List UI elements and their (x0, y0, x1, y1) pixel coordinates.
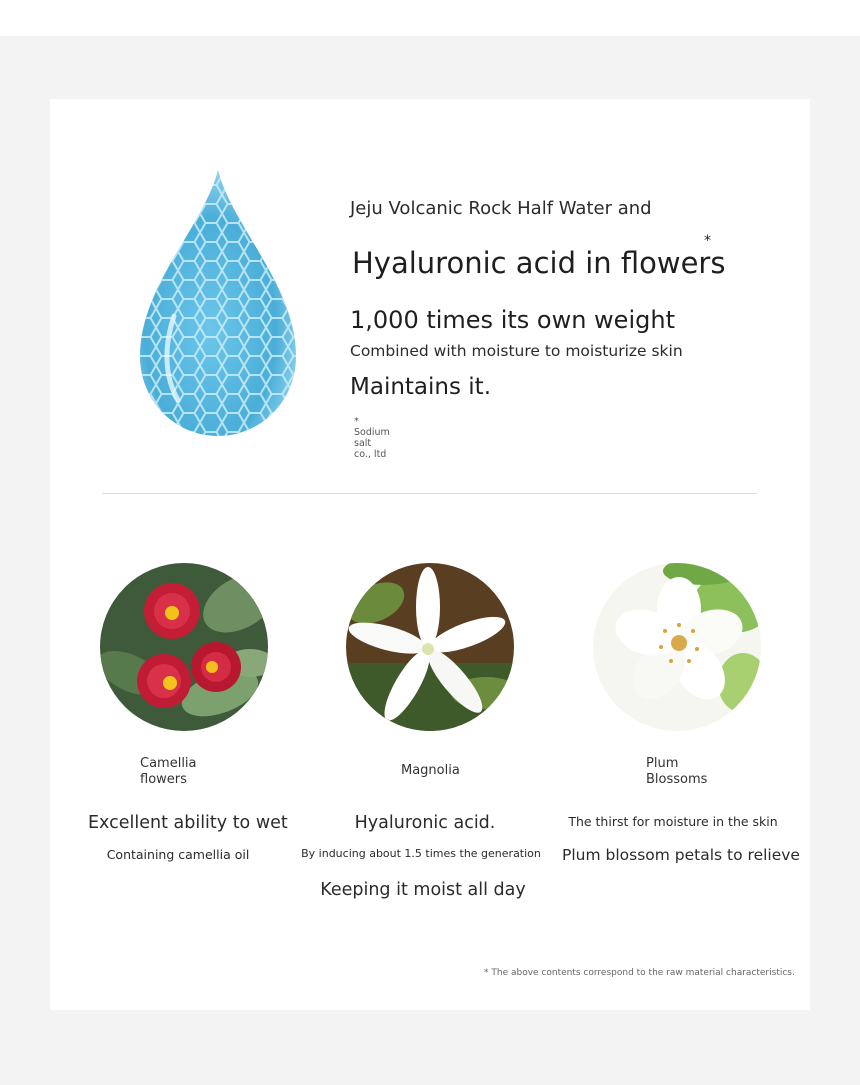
magnolia-name: Magnolia (401, 763, 460, 778)
magnolia-headline: Hyaluronic acid. (354, 813, 496, 833)
hero-line-1: Jeju Volcanic Rock Half Water and (350, 198, 652, 219)
plum-name: Plum Blossoms (646, 756, 708, 787)
camellia-name: Camellia flowers (140, 756, 197, 787)
section-divider (102, 493, 757, 494)
plum-headline: Plum blossom petals to relieve (562, 846, 800, 864)
camellia-sub: Containing camellia oil (106, 847, 250, 862)
raw-material-footnote: * The above contents correspond to the raw material characteristics. (484, 968, 795, 978)
magnolia-flower-image (346, 563, 514, 731)
hero-footnote: * Sodium salt co., ltd (354, 416, 390, 460)
plum-sub: The thirst for moisture in the skin (568, 814, 778, 829)
plum-blossom-flower-image (593, 563, 761, 731)
water-drop-icon (134, 166, 302, 440)
hero-line-3: 1,000 times its own weight (350, 306, 675, 334)
hero-line-4: Combined with moisture to moisturize skin (350, 342, 683, 360)
camellia-flower-image (100, 563, 268, 731)
magnolia-sub: By inducing about 1.5 times the generation (301, 847, 541, 860)
hero-headline: Hyaluronic acid in flowers (352, 246, 726, 280)
top-bar (0, 0, 860, 36)
camellia-headline: Excellent ability to wet (88, 813, 288, 833)
asterisk-mark: * (704, 233, 711, 249)
magnolia-extra: Keeping it moist all day (320, 880, 526, 900)
hero-line-5: Maintains it. (350, 374, 491, 400)
